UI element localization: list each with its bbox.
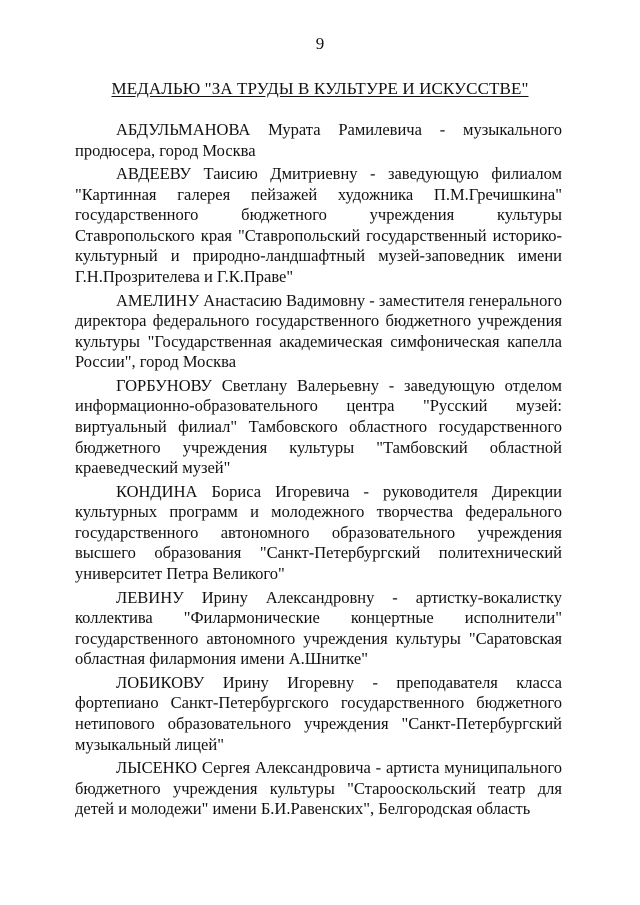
award-recipient-list: [75, 120, 562, 823]
recipient-entry-avdeeva: АВДЕЕВУ Таисию Дмитриевну - заведующую филиалом "Картинная галерея пейзажей художника П.М.Гречишкина" государственного бюджетного учреждения культуры Ставропольского края "Ставропольский государственный историко-культурный и природно-ландшафтный музей-заповедник имени Г.Н.Прозрителева и Г.К.Праве": [75, 164, 562, 287]
recipient-entry-levina: ЛЕВИНУ Ирину Александровну - артистку-вокалистку коллектива "Филармонические концертные исполнители" государственного автономного учреждения культуры "Саратовская областная филармония имени А.Шнитке": [75, 587, 562, 669]
recipient-entry-kondin: КОНДИНА Бориса Игоревича - руководителя Дирекции культурных программ и молодежного творчества федерального государственного автономного образовательного учреждения высшего образования "Санкт-Петербургский политехнический университет Петра Великого": [75, 481, 562, 584]
page-number: 9: [315, 34, 325, 53]
recipient-entry-lobikova: ЛОБИКОВУ Ирину Игоревну - преподавателя класса фортепиано Санкт-Петербургского государственного бюджетного нетипового образовательного учреждения "Санкт-Петербургский музыкальный лицей": [75, 672, 562, 754]
award-heading: МЕДАЛЬЮ "ЗА ТРУДЫ В КУЛЬТУРЕ И ИСКУССТВЕ": [111, 79, 529, 98]
recipient-entry-gorbunova: ГОРБУНОВУ Светлану Валерьевну - заведующую отделом информационно-образовательного центра "Русский музей: виртуальный филиал" Тамбовского областного государственного бюджетного учреждения культуры "Тамбовский областной краеведческий музей": [75, 375, 562, 478]
recipient-entry-abdulmanov: АБДУЛЬМАНОВА Мурата Рамилевича - музыкального продюсера, город Москва: [75, 120, 562, 160]
recipient-entry-lysenko: ЛЫСЕНКО Сергея Александровича - артиста муниципального бюджетного учреждения культуры "Старооскольский театр для детей и молодежи" имени Б.И.Равенских", Белгородская область: [75, 758, 562, 819]
recipient-entry-amelina: АМЕЛИНУ Анастасию Вадимовну - заместителя генерального директора федерального государственного бюджетного учреждения культуры "Государственная академическая симфоническая капелла России", город Москва: [75, 290, 562, 372]
